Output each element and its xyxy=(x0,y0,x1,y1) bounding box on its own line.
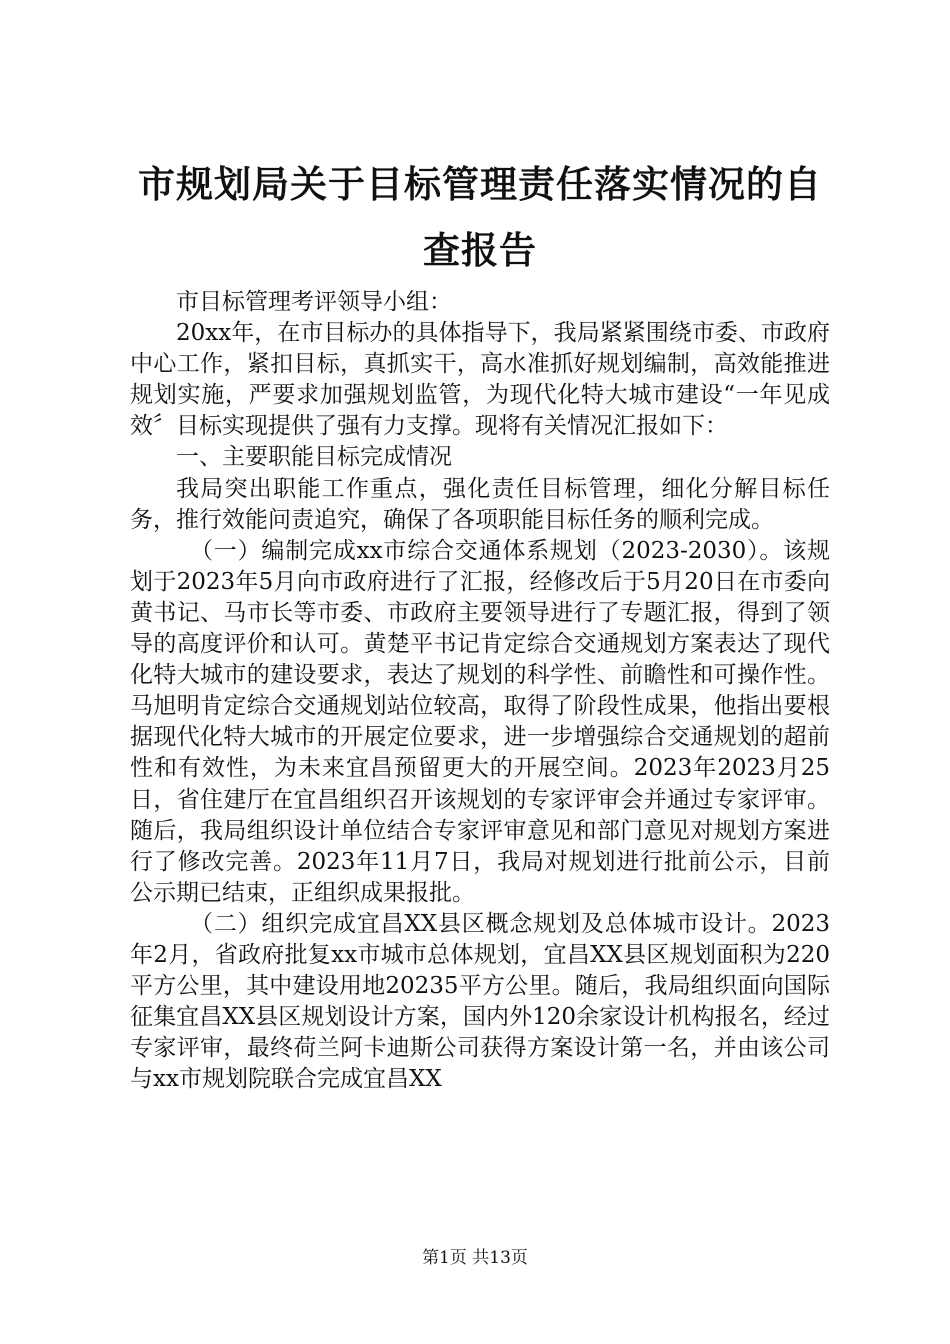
document-title: 市规划局关于目标管理责任落实情况的自查报告 xyxy=(138,163,822,272)
page-footer: 第1页 共13页 xyxy=(422,1248,528,1268)
paragraph-item-2: （二）组织完成宜昌XX县区概念规划及总体城市设计。2023年2月，省政府批复xx市城市总体规划，宜昌XX县区规划面积为220平方公里，其中建设用地20235平方公里。随后，我局组织面向国际征集宜昌XX县区规划设计方案，国内外120余家设计机构报名，经过专家评审，最终荷兰阿卡迪斯公司获得方案设计第一名，并由该公司与xx市规划院联合完成宜昌XX xyxy=(130,910,830,1093)
salutation: 市目标管理考评领导小组： xyxy=(176,289,452,315)
paragraph-summary: 我局突出职能工作重点，强化责任目标管理，细化分解目标任务，推行效能问责追究，确保了各项职能目标任务的顺利完成。 xyxy=(130,475,830,533)
paragraph-item-1: （一）编制完成xx市综合交通体系规划（2023-2030）。该规划于2023年5月向市政府进行了汇报，经修改后于5月20日在市委向黄书记、马市长等市委、市政府主要领导进行了专题汇报，得到了领导的高度评价和认可。黄楚平书记肯定综合交通规划方案表达了现代化特大城市的建设要求，表达了规划的科学性、前瞻性和可操作性。马旭明肯定综合交通规划站位较高，取得了阶段性成果，他指出要根据现代化特大城市的开展定位要求，进一步增强综合交通规划的超前性和有效性，为未来宜昌预留更大的开展空间。2023年2023月25日，省住建厅在宜昌组织召开该规划的专家评审会并通过专家评审。随后，我局组织设计单位结合专家评审意见和部门意见对规划方案进行了修改完善。2023年11月7日，我局对规划进行批前公示，目前公示期已结束，正组织成果报批。 xyxy=(130,537,830,906)
section-heading: 一、主要职能目标完成情况 xyxy=(176,444,452,471)
document-body xyxy=(130,287,830,1095)
paragraph-intro: 20xx年，在市目标办的具体指导下，我局紧紧围绕市委、市政府中心工作，紧扣目标，真抓实干，高水准抓好规划编制，高效能推进规划实施，严要求加强规划监管，为现代化特大城市建设“一年见成效〞目标实现提供了强有力支撑。现将有关情况汇报如下： xyxy=(130,320,830,440)
